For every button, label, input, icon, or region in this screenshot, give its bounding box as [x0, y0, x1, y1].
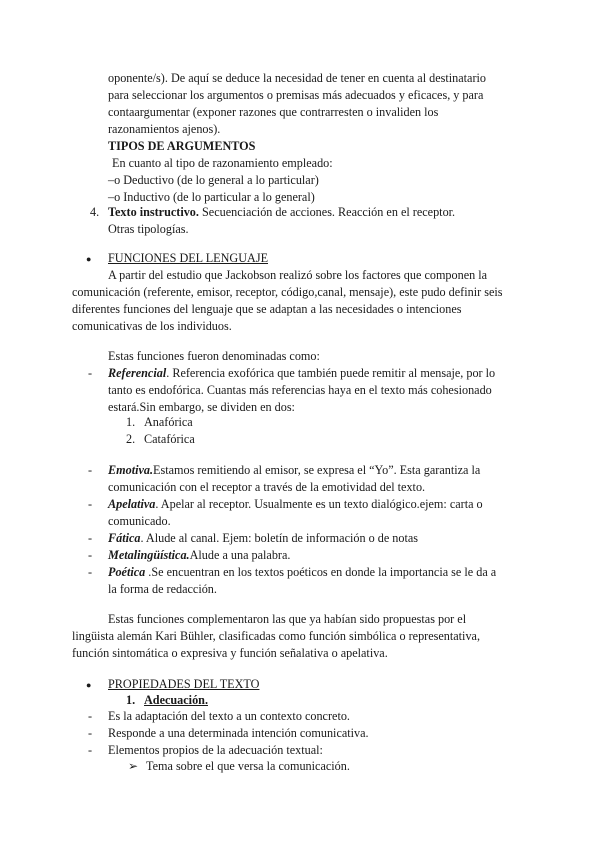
- metalinguistica-line: [108, 547, 290, 564]
- tipos-line-3: –o Inductivo (de lo particular a lo general): [108, 190, 315, 204]
- referencial-line-1: [108, 365, 495, 382]
- dash-metalinguistica: -: [88, 548, 93, 562]
- apelativa-line-1: [108, 496, 483, 513]
- closing-line-2: lingüista alemán Kari Bühler, clasificadas como función simbólica o representativa,: [72, 629, 480, 643]
- referencial-line-2: tanto es endofórica. Cuantas más referencias haya en el texto más cohesionado: [108, 383, 492, 397]
- tipos-line-1: En cuanto al tipo de razonamiento empleado:: [112, 156, 333, 170]
- referencial-sub-2: Catafórica: [144, 432, 195, 446]
- metalinguistica-text: Alude a una palabra.: [189, 548, 291, 562]
- emotiva-text: Estamos remitiendo al emisor, se expresa el “Yo”. Esta garantiza la: [153, 463, 481, 477]
- propiedades-item-1: Es la adaptación del texto a un contexto concreto.: [108, 709, 350, 723]
- poetica-line-1: [108, 564, 496, 581]
- closing-line-3: función sintomática o expresiva y función señalativa o apelativa.: [72, 646, 388, 660]
- intro-line-1: oponente/s). De aquí se deduce la necesidad de tener en cuenta al destinatario: [108, 71, 486, 85]
- poetica-term: Poética: [108, 565, 146, 579]
- emotiva-line-1: [108, 462, 480, 479]
- intro-line-3: contaargumentar (exponer razones que contrarresten o invaliden los: [108, 105, 439, 119]
- funciones-p2: comunicación (referente, emisor, receptor, código,canal, mensaje), este pudo definir seis: [72, 285, 503, 299]
- dash-poetica: -: [88, 565, 93, 579]
- propiedades-title: PROPIEDADES DEL TEXTO: [108, 677, 260, 691]
- referencial-sub-2-number: 2.: [126, 432, 136, 446]
- referencial-term: Referencial: [108, 366, 167, 380]
- fatica-text: . Alude al canal. Ejem: boletín de información o de notas: [140, 531, 419, 545]
- referencial-sub-1-number: 1.: [126, 415, 136, 429]
- referencial-sub-1: Anafórica: [144, 415, 193, 429]
- dash-fatica: -: [88, 531, 93, 545]
- intro-line-4: razonamientos ajenos).: [108, 122, 221, 136]
- dash-referencial: -: [88, 366, 93, 380]
- propiedades-sub-item-1: Tema sobre el que versa la comunicación.: [146, 759, 350, 773]
- fatica-line: [108, 530, 418, 547]
- funciones-p3: diferentes funciones del lenguaje que se adaptan a las necesidades o intenciones: [72, 302, 462, 316]
- propiedades-bullet: ●: [86, 680, 92, 690]
- item-4-line-2: Otras tipologías.: [108, 222, 189, 236]
- dash-prop-2: -: [88, 726, 93, 740]
- funciones-p1: A partir del estudio que Jackobson realizó sobre los factores que componen la: [108, 268, 488, 282]
- poetica-text: .Se encuentran en los textos poéticos en donde la importancia se le da a: [145, 565, 497, 579]
- arrow-icon: ➢: [128, 759, 139, 773]
- tipos-title: TIPOS DE ARGUMENTOS: [108, 139, 256, 153]
- dash-prop-3: -: [88, 743, 93, 757]
- poetica-line-2: la forma de redacción.: [108, 582, 217, 596]
- item-4-line-1: [108, 204, 455, 221]
- referencial-line-3: estará.Sin embargo, se dividen en dos:: [108, 400, 295, 414]
- adecuacion-number: 1.: [126, 693, 136, 707]
- item-4-term: Texto instructivo.: [108, 205, 199, 219]
- propiedades-item-2: Responde a una determinada intención comunicativa.: [108, 726, 369, 740]
- emotiva-line-2: comunicación con el receptor a través de la emotividad del texto.: [108, 480, 426, 494]
- dash-apelativa: -: [88, 497, 93, 511]
- intro-line-2: para seleccionar los argumentos o premisas más adecuados y eficaces, y para: [108, 88, 484, 102]
- apelativa-text: . Apelar al receptor. Usualmente es un texto dialógico.ejem: carta o: [155, 497, 483, 511]
- emotiva-term: Emotiva.: [108, 463, 154, 477]
- fatica-term: Fática: [108, 531, 141, 545]
- dash-prop-1: -: [88, 709, 93, 723]
- funciones-bullet: ●: [86, 254, 92, 264]
- funciones-p4: comunicativas de los individuos.: [72, 319, 232, 333]
- apelativa-line-2: comunicado.: [108, 514, 171, 528]
- apelativa-term: Apelativa: [108, 497, 156, 511]
- funciones-intro: Estas funciones fueron denominadas como:: [108, 349, 320, 363]
- metalinguistica-term: Metalingüística.: [108, 548, 190, 562]
- referencial-text: . Referencia exofórica que también puede remitir al mensaje, por lo: [166, 366, 496, 380]
- funciones-title: FUNCIONES DEL LENGUAJE: [108, 251, 269, 265]
- dash-emotiva: -: [88, 463, 93, 477]
- tipos-line-2: –o Deductivo (de lo general a lo particular): [108, 173, 319, 187]
- item-4-number: 4.: [90, 205, 100, 219]
- item-4-text: Secuenciación de acciones. Reacción en el receptor.: [198, 205, 456, 219]
- closing-line-1: Estas funciones complementaron las que ya habían sido propuestas por el: [108, 612, 467, 626]
- adecuacion-title: Adecuación.: [144, 693, 208, 707]
- propiedades-item-3: Elementos propios de la adecuación textual:: [108, 743, 323, 757]
